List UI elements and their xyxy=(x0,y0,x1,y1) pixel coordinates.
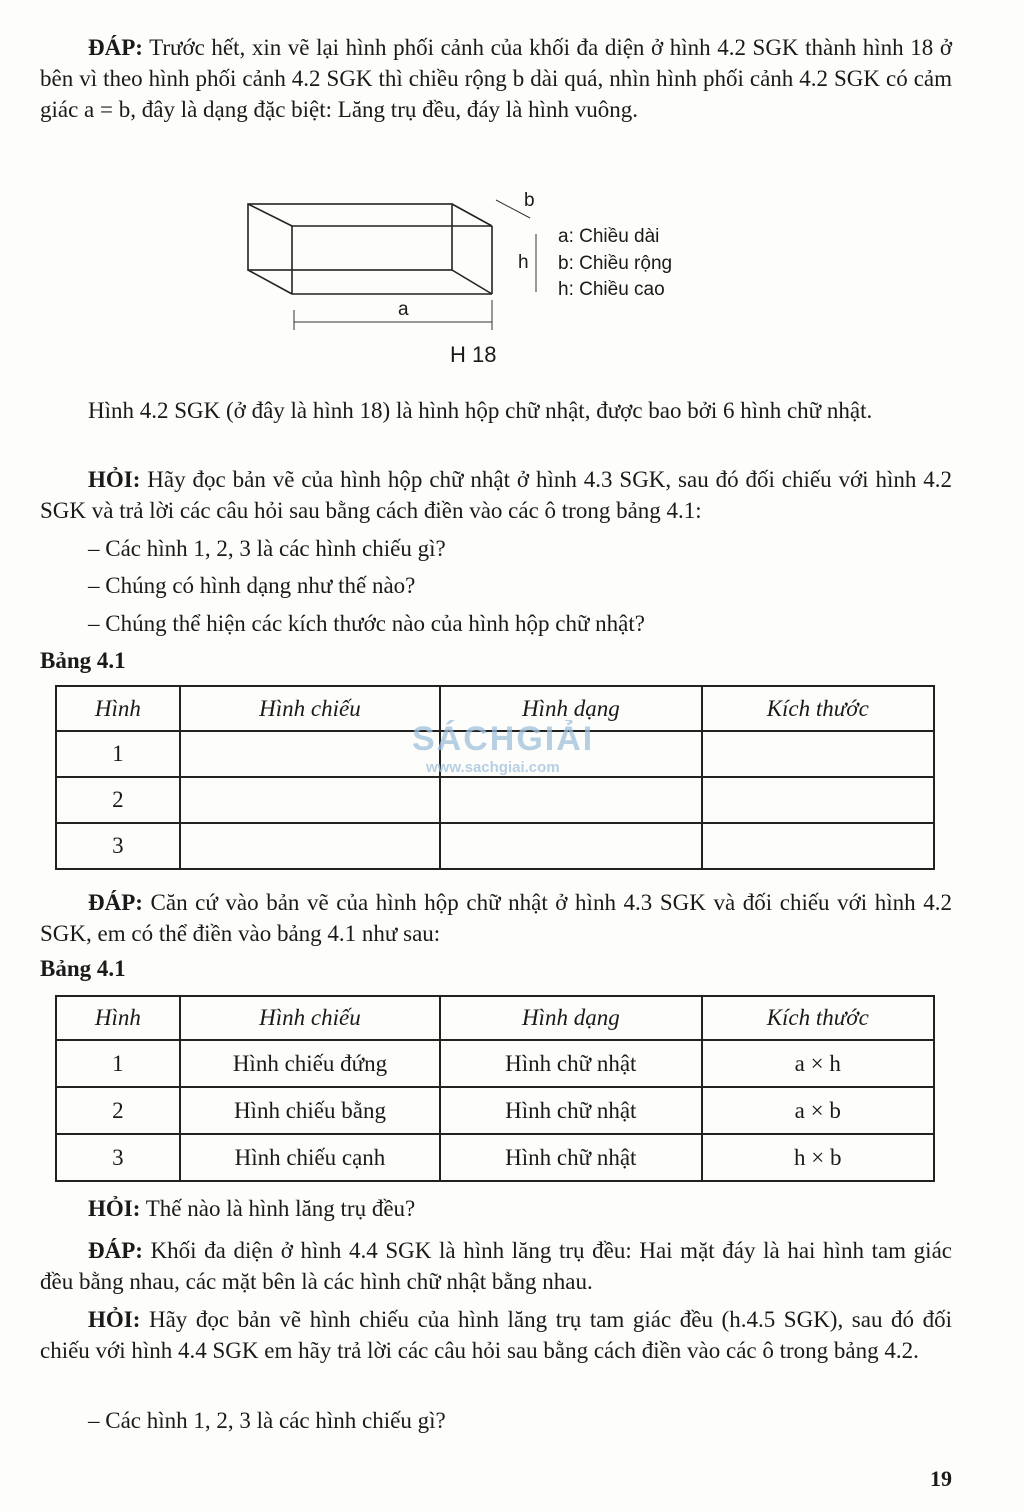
table-cell xyxy=(702,823,935,869)
answer-table xyxy=(55,995,935,1182)
table-cell: 1 xyxy=(56,1040,180,1087)
question-bullet: – Các hình 1, 2, 3 là các hình chiếu gì? xyxy=(88,536,446,561)
question-bullet: – Chúng có hình dạng như thế nào? xyxy=(88,573,416,598)
answer-label: ĐÁP: xyxy=(88,35,143,60)
table-cell: 2 xyxy=(56,777,180,823)
table-cell: a × b xyxy=(702,1087,935,1134)
question-label: HỎI: xyxy=(88,467,141,492)
table-header: Hình xyxy=(56,996,180,1040)
table-header: Hình dạng xyxy=(440,686,701,731)
question-label: HỎI: xyxy=(88,1196,141,1221)
table-cell: a × h xyxy=(702,1040,935,1087)
table-cell: 3 xyxy=(56,823,180,869)
table-header: Hình chiếu xyxy=(180,996,440,1040)
table-cell: 2 xyxy=(56,1087,180,1134)
answer-paragraph-1 xyxy=(40,32,952,125)
table-cell xyxy=(440,777,701,823)
legend-item: h: Chiều cao xyxy=(558,279,665,300)
answer-label: ĐÁP: xyxy=(88,1238,143,1263)
figure-caption: H 18 xyxy=(450,342,497,367)
legend-item: a: Chiều dài xyxy=(558,226,660,247)
table-cell: Hình chữ nhật xyxy=(440,1040,701,1087)
question-paragraph-2 xyxy=(40,1193,952,1224)
table-cell: h × b xyxy=(702,1134,935,1181)
watermark-brand: SÁCHGIẢI xyxy=(412,720,595,758)
answer-label: ĐÁP: xyxy=(88,890,143,915)
legend-item: b: Chiều rộng xyxy=(558,252,673,274)
watermark-url: www.sachgiai.com xyxy=(426,759,560,776)
question-bullet: – Chúng thể hiện các kích thước nào của hình hộp chữ nhật? xyxy=(88,611,645,636)
table-cell xyxy=(180,823,440,869)
dimension-label-a: a xyxy=(398,299,409,320)
table-cell xyxy=(180,731,440,777)
table-header: Hình chiếu xyxy=(180,686,440,731)
table-header: Hình dạng xyxy=(440,996,701,1040)
dimension-label-b: b xyxy=(524,190,535,211)
question-label: HỎI: xyxy=(88,1307,141,1332)
question-text: Hãy đọc bản vẽ của hình hộp chữ nhật ở hình 4.3 SGK, sau đó đối chiếu với hình 4.2 SGK và trả lời các câu hỏi sau bằng cách điền vào các ô trong bảng 4.1: xyxy=(40,467,952,523)
table-row xyxy=(56,1134,934,1181)
answer-paragraph-2 xyxy=(40,887,952,949)
table-cell xyxy=(702,731,935,777)
answer-text: Khối đa diện ở hình 4.4 SGK là hình lăng trụ đều: Hai mặt đáy là hai hình tam giác đều bằng nhau, các mặt bên là các hình chữ nhật bằng nhau. xyxy=(40,1238,952,1294)
table-cell: 3 xyxy=(56,1134,180,1181)
blank-table xyxy=(55,685,935,870)
dimension-label-h: h xyxy=(518,252,529,273)
answer-paragraph-3 xyxy=(40,1235,952,1297)
answer-text: Căn cứ vào bản vẽ của hình hộp chữ nhật ở hình 4.3 SGK và đối chiếu với hình 4.2 SGK, em có thể điền vào bảng 4.1 như sau: xyxy=(40,890,952,946)
table-row xyxy=(56,823,934,869)
answer-text: Trước hết, xin vẽ lại hình phối cảnh của khối đa diện ở hình 4.2 SGK thành hình 18 ở bên vì theo hình phối cảnh 4.2 SGK thì chiều rộng b dài quá, nhìn hình phối cảnh 4.2 SGK có cảm giác a = b, đây là dạng đặc biệt: Lăng trụ đều, đáy là hình vuông. xyxy=(40,35,952,122)
table-row xyxy=(56,1040,934,1087)
paragraph-2: Hình 4.2 SGK (ở đây là hình 18) là hình hộp chữ nhật, được bao bởi 6 hình chữ nhật. xyxy=(88,398,873,423)
table-header: Kích thước xyxy=(702,996,935,1040)
table-cell xyxy=(180,777,440,823)
table-row xyxy=(56,777,934,823)
table-header: Kích thước xyxy=(702,686,935,731)
table-cell xyxy=(440,823,701,869)
page-number: 19 xyxy=(930,1466,952,1491)
table-cell: Hình chiếu cạnh xyxy=(180,1134,440,1181)
table-cell: Hình chiếu bằng xyxy=(180,1087,440,1134)
question-text: Hãy đọc bản vẽ hình chiếu của hình lăng trụ tam giác đều (h.4.5 SGK), sau đó đối chiếu với hình 4.4 SGK em hãy trả lời các câu hỏi sau bằng cách điền vào các ô trong bảng 4.2. xyxy=(40,1307,952,1363)
question-paragraph-3 xyxy=(40,1304,952,1366)
question-text: Thế nào là hình lăng trụ đều? xyxy=(140,1196,416,1221)
table-cell: Hình chữ nhật xyxy=(440,1134,701,1181)
table-cell xyxy=(702,777,935,823)
table-cell: Hình chữ nhật xyxy=(440,1087,701,1134)
question-paragraph-1 xyxy=(40,464,952,526)
figure-legend xyxy=(558,224,672,304)
table-cell: 1 xyxy=(56,731,180,777)
table-header: Hình xyxy=(56,686,180,731)
question-bullet: – Các hình 1, 2, 3 là các hình chiếu gì? xyxy=(88,1408,446,1433)
front-face xyxy=(248,204,452,270)
table-caption: Bảng 4.1 xyxy=(40,956,126,981)
table-caption: Bảng 4.1 xyxy=(40,648,126,673)
table-row xyxy=(56,1087,934,1134)
table-cell: Hình chiếu đứng xyxy=(180,1040,440,1087)
watermark xyxy=(412,720,594,776)
